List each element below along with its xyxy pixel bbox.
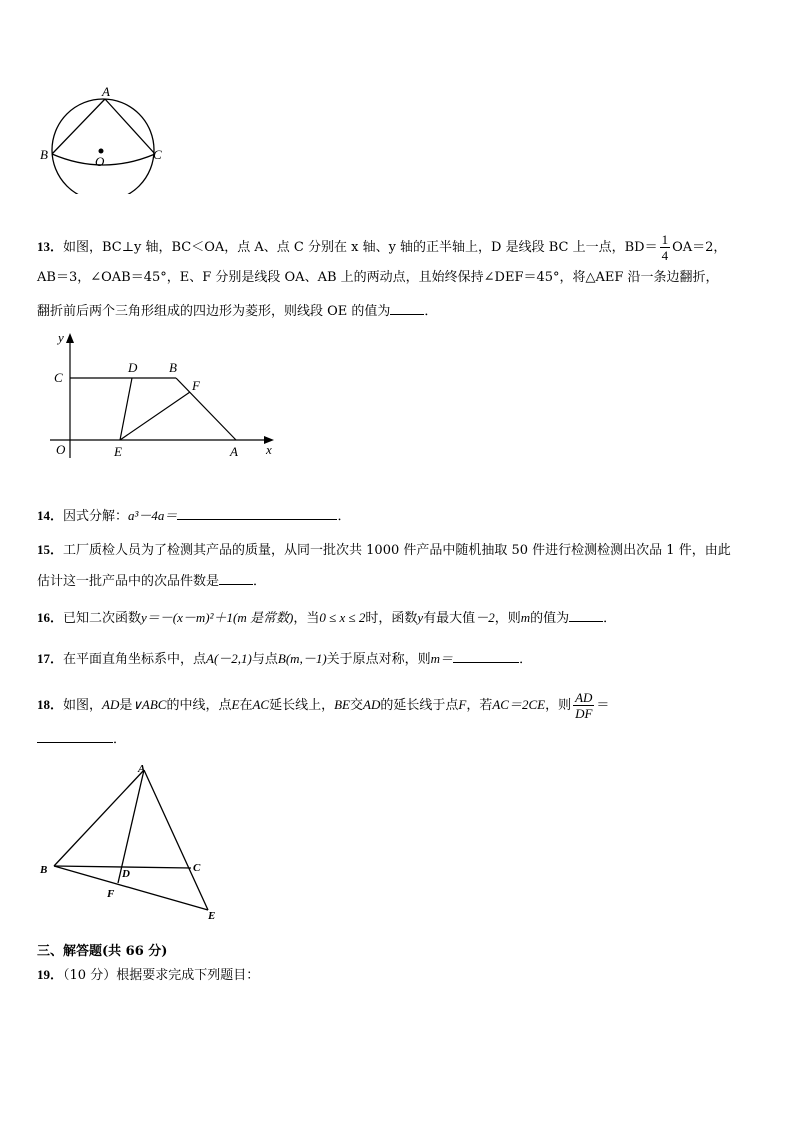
q16-text-6: 的值为: [530, 611, 570, 626]
q13-fraction: [660, 232, 671, 263]
q17-answer-blank[interactable]: [453, 648, 519, 663]
q18-number: 18．: [37, 697, 64, 712]
q18-text-3: 的中线，点: [166, 698, 232, 713]
q19-number: 19．: [37, 967, 64, 982]
q18-text-8: ，若: [466, 698, 493, 713]
q18-triangle: ∨ABC: [132, 697, 167, 712]
q18-condition: AC＝2CE: [492, 697, 546, 712]
q18-frac-num: AD: [575, 690, 593, 705]
label-b: B: [40, 864, 48, 876]
q16-text-4: 有最大值: [423, 611, 476, 626]
segment-ef: [120, 392, 190, 440]
q16-max-value: －2: [475, 610, 495, 625]
q13-frac-den: 4: [661, 248, 669, 263]
q16-answer-blank[interactable]: [569, 607, 603, 622]
q18-text-5: 延长线上，: [269, 698, 335, 713]
q14-number: 14．: [37, 508, 64, 523]
q17-var-m: m＝: [430, 651, 454, 666]
q18-be: BE: [334, 697, 350, 712]
label-b: B: [169, 360, 177, 375]
label-b: B: [40, 147, 48, 162]
q16: [37, 607, 616, 629]
label-c: C: [193, 862, 201, 874]
circle-o: [52, 99, 154, 194]
q13-text-1b: OA＝2，: [672, 240, 727, 255]
q18-text-2: 是: [119, 698, 133, 713]
q18-f: F: [458, 697, 467, 712]
q15-line1: [37, 540, 731, 561]
label-o: O: [56, 442, 66, 457]
label-f: F: [107, 888, 115, 900]
label-a: A: [138, 763, 146, 775]
q15-line2: [37, 570, 266, 592]
q18-ad-2: AD: [363, 697, 381, 712]
q13-line1: [37, 232, 726, 263]
label-c: C: [54, 370, 63, 385]
label-y: y: [58, 330, 64, 345]
q18-fraction: [573, 690, 594, 721]
q18-equals: ＝: [596, 698, 610, 713]
label-a: A: [102, 84, 110, 99]
q14-expression: a³－4a＝: [128, 508, 178, 523]
q13-text-3: 翻折前后两个三角形组成的四边形为菱形，则线段 OE 的值为: [37, 304, 391, 319]
coordinate-figure: [40, 330, 290, 465]
q14-text: 因式分解：: [63, 509, 129, 524]
label-a: A: [230, 444, 238, 459]
q16-text-1: 已知二次函数: [63, 611, 142, 626]
q13-line2: [37, 268, 719, 288]
q14-end: ．: [337, 509, 351, 524]
q13-text-1: 如图，BC⊥y 轴，BC＜OA，点 A、点 C 分别在 x 轴、y 轴的正半轴上，D 是线段 BC 上一点，BD＝: [63, 240, 658, 255]
q17-point-b: B(m,－1): [277, 651, 327, 666]
q16-number: 16．: [37, 610, 64, 625]
q18-answer-blank[interactable]: [37, 728, 113, 743]
center-dot: [99, 149, 104, 154]
q17-text-1: 在平面直角坐标系中，点: [63, 652, 207, 667]
q16-function: y＝－(x－m)²＋1(m 是常数): [141, 610, 294, 625]
q13-frac-num: 1: [661, 232, 669, 247]
segment-ae: [144, 770, 208, 910]
q15-text-1: 工厂质检人员为了检测其产品的质量，从同一批次共 1000 件产品中随机抽取 50 件进行检测检测出次品 1 件，由此: [63, 543, 731, 558]
q18-e: E: [231, 697, 240, 712]
label-e: E: [208, 910, 216, 922]
q16-text-2: ，当: [293, 611, 320, 626]
q17-end: ．: [519, 652, 533, 667]
q16-text-5: ，则: [494, 611, 521, 626]
q13-answer-blank[interactable]: [390, 300, 424, 315]
q19: [37, 965, 259, 986]
segment-ab: [54, 770, 144, 866]
q15-text-2: 估计这一批产品中的次品件数是: [37, 574, 220, 589]
q14-answer-blank[interactable]: [177, 505, 337, 520]
q13-number: 13．: [37, 239, 64, 254]
q16-text-3: 时，函数: [365, 611, 418, 626]
q13-text-2: AB＝3，∠OAB＝45°，E、F 分别是线段 OA、AB 上的两动点，且始终保持∠DEF＝45°，将△AEF 沿一条边翻折，: [37, 270, 719, 285]
q18-ac: AC: [252, 697, 270, 712]
triangle-figure: [36, 760, 226, 925]
q16-var-m: m: [520, 610, 531, 625]
q13-end: ．: [424, 304, 438, 319]
label-d: D: [122, 868, 130, 880]
q17-number: 17．: [37, 651, 64, 666]
q19-text: （10 分）根据要求完成下列题目：: [63, 968, 260, 983]
q16-condition: 0 ≤ x ≤ 2: [319, 610, 366, 625]
label-c: C: [153, 147, 162, 162]
q18-line2: [37, 728, 126, 750]
q18-end: ．: [113, 732, 127, 747]
segment-af: [118, 770, 144, 883]
y-axis-arrow: [66, 333, 74, 343]
chord-ab: [52, 99, 105, 154]
q16-var-y: y: [417, 610, 424, 625]
q18-text-4: 在: [239, 698, 253, 713]
label-o: O: [95, 154, 105, 169]
q18-ad: AD: [102, 697, 120, 712]
q18-frac-den: DF: [575, 706, 593, 721]
q18-line1: [37, 690, 609, 721]
q18-text-1: 如图，: [63, 698, 103, 713]
label-d: D: [128, 360, 138, 375]
label-e: E: [114, 444, 122, 459]
q17: [37, 648, 532, 670]
segment-ba: [176, 378, 236, 440]
q14: [37, 505, 350, 527]
label-f: F: [192, 378, 200, 393]
q17-text-2: 与点: [251, 652, 278, 667]
q13-line3: [37, 300, 437, 322]
label-x: x: [266, 442, 272, 457]
q15-end: ．: [253, 574, 267, 589]
q18-text-6: 交: [349, 698, 363, 713]
q16-end: ．: [603, 611, 617, 626]
segment-de: [120, 378, 132, 440]
q15-answer-blank[interactable]: [219, 570, 253, 585]
q15-number: 15．: [37, 542, 64, 557]
q18-text-7: 的延长线于点: [380, 698, 459, 713]
q18-text-9: ，则: [545, 698, 572, 713]
q17-point-a: A(－2,1): [206, 651, 252, 666]
section-three-title: 三、解答题(共 66 分): [37, 944, 168, 959]
q17-text-3: 关于原点对称，则: [326, 652, 431, 667]
segment-be: [54, 866, 208, 910]
circle-figure: [30, 84, 180, 194]
